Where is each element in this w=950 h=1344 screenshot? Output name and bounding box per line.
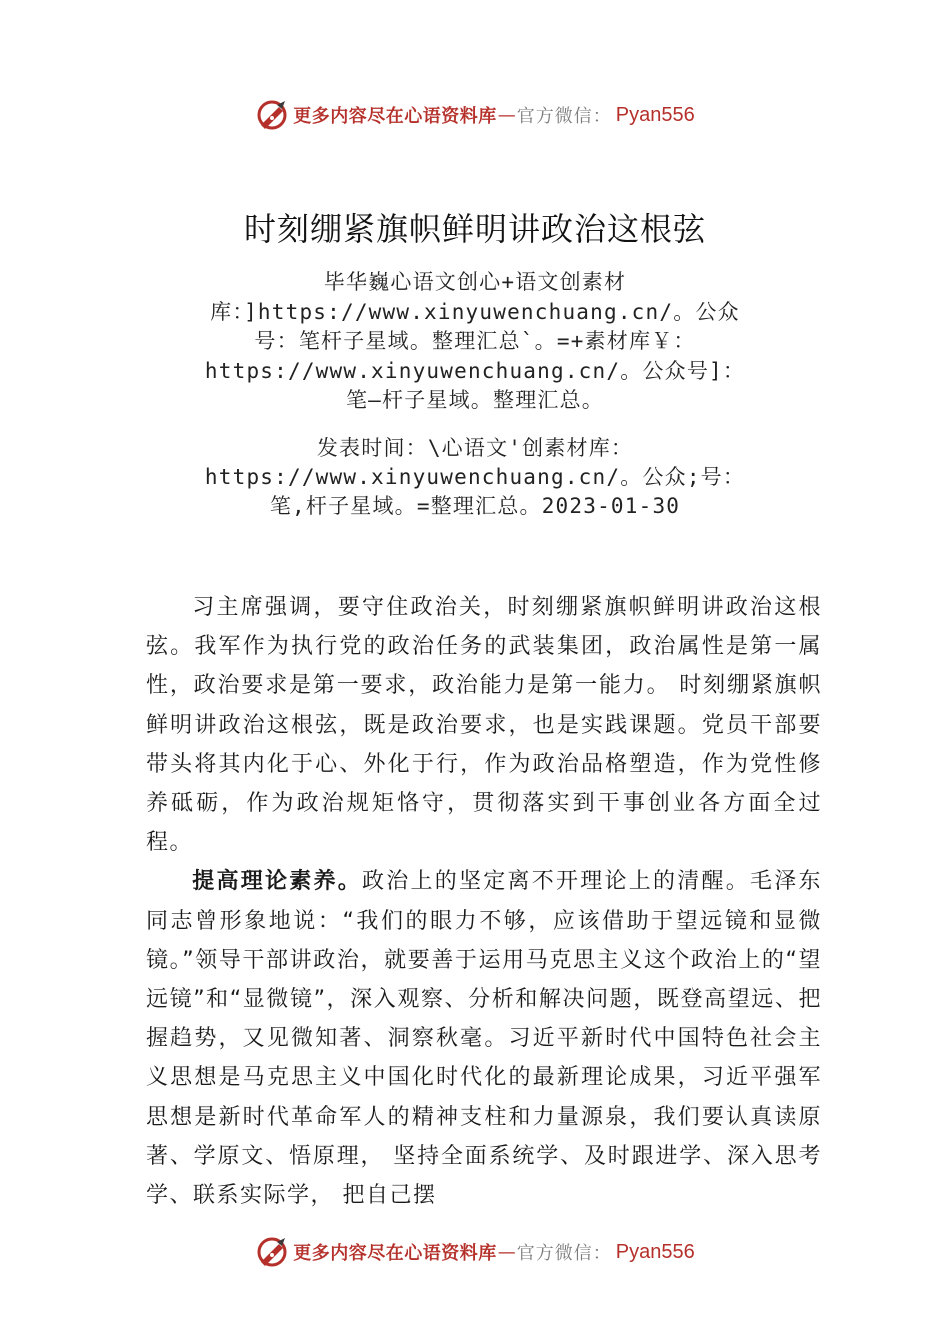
watermark-banner-bottom [0,1232,950,1272]
byline: 毕华巍心语文创心+语文创素材库：]https://www.xinyuwenchuang.cn/。公众号：笔杆子星域。整理汇总`。=+素材库￥：https://www.xinyuwenchuang.cn/。公众号]：笔—杆子星域。整理汇总。 [204,270,746,412]
pen-nib-logo-icon [255,98,289,132]
article-body [146,588,822,1215]
paragraph [146,588,822,862]
paragraph [146,862,822,1215]
watermark-dash: — [497,1241,516,1263]
paragraph-text: 习主席强调，要守住政治关，时刻绷紧旗帜鲜明讲政治这根弦。我军作为执行党的政治任务的武装集团，政治属性是第一属性，政治要求是第一要求，政治能力是第一能力。 时刻绷紧旗帜鲜明讲政治这根弦，既是政治要求，也是实践课题。党员干部要带头将其内化于心、外化于行，作为政治品格塑造，作为党性修养砥砺，作为政治规矩恪守，贯彻落实到干事创业各方面全过程。 [146,595,822,856]
watermark-dash: — [497,104,516,126]
watermark-wechat-id: Pyan556 [615,1240,695,1263]
watermark-wechat-label: 官方微信： [516,106,612,127]
watermark-wechat-label: 官方微信： [516,1243,612,1264]
paragraph-lead: 提高理论素养。 [192,869,362,895]
watermark-brand-text: 更多内容尽在心语资料库 [293,106,497,127]
page-title: 时刻绷紧旗帜鲜明讲政治这根弦 [243,210,706,248]
watermark-wechat-id: Pyan556 [615,103,695,126]
paragraph-text: 政治上的坚定离不开理论上的清醒。毛泽东同志曾形象地说：“我们的眼力不够，应该借助于望远镜和显微镜。”领导干部讲政治，就要善于运用马克思主义这个政治上的“望远镜”和“显微镜”，深入观察、分析和解决问题，既登高望远、把握趋势，又见微知著、洞察秋毫。习近平新时代中国特色社会主义思想是马克思主义中国化时代化的最新理论成果，习近平强军思想是新时代革命军人的精神支柱和力量源泉，我们要认真读原著、学原文、悟原理， 坚持全面系统学、及时跟进学、深入思考学、联系实际学， 把自己摆 [146,869,822,1209]
pen-nib-logo-icon [255,1235,289,1269]
publication-time: 发表时间：\心语文'创素材库：https://www.xinyuwenchuang.cn/。公众;号：笔,杆子星域。=整理汇总。2023-01-30 [204,436,746,518]
watermark-brand-text: 更多内容尽在心语资料库 [293,1243,497,1264]
watermark-banner-top [0,95,950,135]
